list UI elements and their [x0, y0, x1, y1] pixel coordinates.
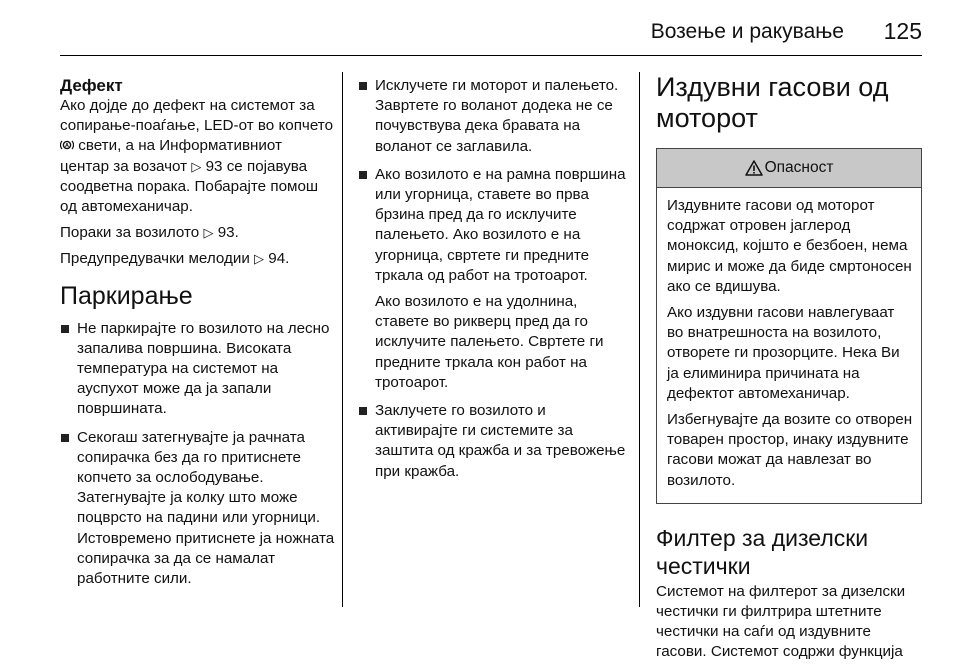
defect-paragraph-2	[60, 223, 335, 243]
danger-paragraph-1: Издувните гасови од моторот содржат отровен јаглерод моноксид, којшто е безбоен, нема мирис и може да биде смртоносен ако се вдишува.	[667, 197, 912, 295]
danger-label: Опасност	[764, 158, 834, 176]
column-3	[656, 72, 924, 669]
defect-heading: Дефект	[60, 76, 123, 95]
page-header	[60, 14, 922, 54]
defect-paragraph-3	[60, 249, 335, 269]
list-item-text: Ако возилото е на удолнина, ставете во рикверц пред да го исклучите палењето. Свртете ги предните тркала кон работ на тротоарот.	[375, 293, 604, 391]
defect-text-a: Ако дојде до дефект на системот за сопирање-поаѓање, LED-от во копчето	[60, 97, 334, 135]
warning-chimes-text: Предупредувачки мелодии	[60, 250, 250, 268]
header-title: Возење и ракување	[650, 20, 844, 43]
column-divider-1	[342, 72, 343, 607]
list-item-text: Не паркирајте го возилото на лесно запалива површина. Високата температура на системот на ауспухот може да ја запали површината.	[77, 319, 330, 418]
warning-chimes-page: 94.	[268, 250, 290, 268]
header-rule	[60, 55, 922, 56]
parking-list	[60, 319, 335, 590]
vehicle-messages-text: Пораки за возилото	[60, 224, 200, 242]
list-item	[60, 319, 335, 420]
list-item	[358, 401, 626, 482]
danger-box-header	[657, 149, 921, 188]
column-1	[60, 76, 335, 597]
vehicle-messages-page: 93.	[217, 224, 239, 242]
list-item-text: Секогаш затегнувајте ја рачната сопирачка без да го притиснете копчето за ослободување. Затегнувајте ја колку што може поцврсто на падини или угорници. Истовремено притиснете ја ножната сопирачка за да се намалат работните сили.	[77, 428, 335, 588]
svg-text:A: A	[65, 143, 69, 150]
list-item	[358, 76, 626, 157]
danger-paragraph-3: Избегнувајте да возите со отворен товарен простор, инаку издувните гасови можат да навлезат во возилото.	[667, 411, 913, 489]
exhaust-heading: Издувни гасови од моторот	[656, 72, 889, 133]
list-item	[358, 165, 626, 393]
danger-box	[656, 148, 922, 504]
list-item-text: Ако возилото е на рамна површина или угорница, ставете во прва брзина пред да го исклучите палењето. Ако возилото е на угорница, свртете ги предните тркала од работ на тротоарот.	[375, 165, 626, 284]
danger-paragraph-2: Ако издувни гасови навлегуваат во внатрешноста на возилото, отворете ги прозорците. Нека Ви ја елиминира причината на дефектот автомеханичар.	[667, 304, 900, 402]
auto-stop-lamp-icon	[60, 139, 74, 151]
defect-text-c: 93 се појавува соодветна порака. Побарајте помош од автомеханичар.	[60, 157, 319, 216]
list-item-text: Исклучете ги моторот и палењето. Завртете го воланот додека не се почувствува дека бравата на воланот се заглавила.	[375, 77, 619, 155]
list-item-text: Заклучете го возилото и активирајте ги системите за заштита од кражба и за тревожење при кражба.	[375, 402, 626, 480]
column-2	[358, 76, 626, 490]
page-number: 125	[883, 18, 922, 44]
warning-triangle-icon	[745, 160, 763, 176]
defect-paragraph-1	[60, 96, 335, 217]
parking-heading: Паркирање	[60, 281, 193, 310]
column-divider-2	[639, 72, 640, 607]
filter-paragraph: Системот на филтерот за дизелски честички ги филтрира штетните честички на саѓи од издувните гасови. Системот содржи функција	[656, 582, 906, 661]
arrow-reference-icon: ▷	[254, 251, 265, 267]
danger-box-body	[657, 188, 921, 503]
list-item	[60, 428, 335, 590]
parking-list-continued	[358, 76, 626, 482]
arrow-reference-icon: ▷	[191, 158, 202, 174]
arrow-reference-icon: ▷	[203, 225, 214, 241]
filter-heading: Филтер за дизелски честички	[656, 524, 869, 579]
defect-text-b: свети, а на Информативниот центар за возачот	[60, 137, 282, 175]
